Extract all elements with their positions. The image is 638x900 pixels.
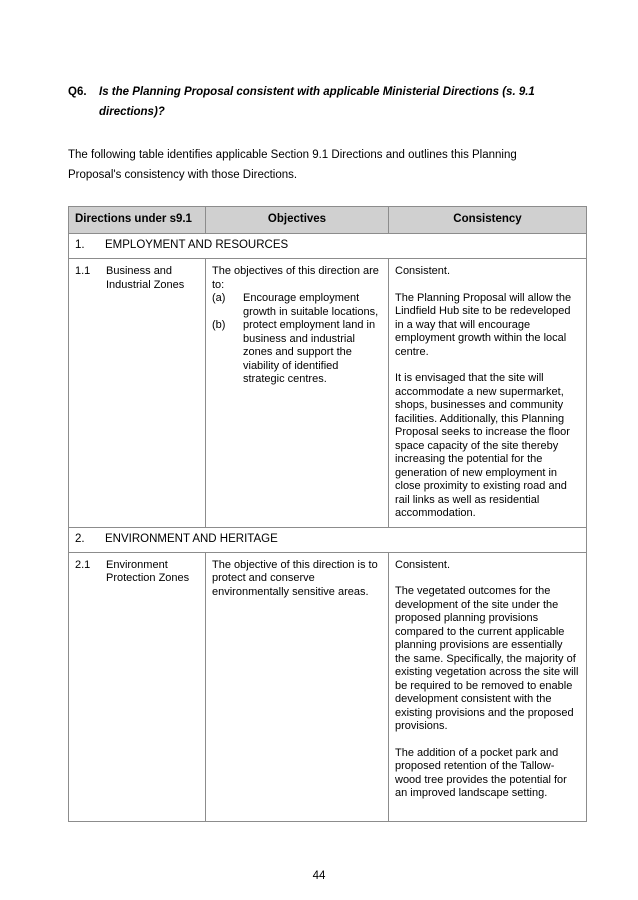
- header-consistency: Consistency: [389, 207, 587, 234]
- consistency-paragraph: It is envisaged that the site will accommodate a new supermarket, shops, businesses and community facilities. Additionally, this Planning Proposal seeks to increase the floor space capacity of the site thereby increasing the potential for the generation of new employment in close proximity to existing road and rail links as well as residential accommodation.: [395, 372, 570, 519]
- section-row: [69, 527, 587, 552]
- page-number: 44: [312, 870, 326, 882]
- objective-label: (a): [212, 292, 226, 304]
- objectives-cell: [206, 259, 388, 393]
- header-directions: Directions under s9.1: [69, 207, 206, 234]
- consistency-status: Consistent.: [395, 265, 451, 277]
- objective-item: [212, 292, 382, 319]
- question-number: Q6.: [68, 86, 87, 98]
- direction-name: Environment Protection Zones: [106, 558, 190, 584]
- question-text: Is the Planning Proposal consistent with applicable Ministerial Directions (s. 9.1 directions)?: [99, 86, 535, 118]
- section-number: 1.: [75, 239, 85, 252]
- objective-item: [212, 319, 382, 387]
- direction-name: Business and Industrial Zones: [106, 265, 185, 291]
- objectives-intro: The objectives of this direction are to:: [212, 265, 379, 291]
- section-row: [69, 234, 587, 259]
- consistency-paragraph: The vegetated outcomes for the development of the site under the proposed planning provisions compared to the current applicable planning provisions are essentially the same. Specifically, the majority of existing vegetation across the site will be required to be removed to enable development consistent with the existing provisions and the proposed provisions.: [395, 585, 579, 732]
- objective-label: (b): [212, 319, 226, 331]
- objectives-intro: The objective of this direction is to protect and conserve environmentally sensitive areas.: [212, 558, 378, 598]
- section-title: ENVIRONMENT AND HERITAGE: [105, 532, 278, 545]
- table-row: [69, 552, 587, 821]
- direction-number: 2.1: [75, 558, 91, 571]
- consistency-paragraph: The Planning Proposal will allow the Lindfield Hub site to be redeveloped in a way that will encourage employment growth within the local centre.: [395, 291, 572, 358]
- direction-cell: [69, 259, 205, 298]
- section-heading: [69, 527, 587, 552]
- section-title: EMPLOYMENT AND RESOURCES: [105, 239, 289, 252]
- table-header-row: [69, 207, 587, 234]
- objective-text: protect employment land in business and industrial zones and support the viability of identified strategic centres.: [243, 319, 376, 385]
- header-objectives: Objectives: [206, 207, 389, 234]
- section-number: 2.: [75, 532, 85, 545]
- direction-number: 1.1: [75, 265, 91, 277]
- question-heading: [68, 82, 568, 122]
- direction-cell: [69, 553, 205, 592]
- objectives-cell: [206, 553, 388, 606]
- consistency-status: Consistent.: [395, 558, 451, 571]
- consistency-paragraph: The addition of a pocket park and proposed retention of the Tallow-wood tree provides the potential for an improved landscape setting.: [395, 746, 567, 799]
- directions-table: [68, 206, 587, 822]
- table-row: [69, 259, 587, 528]
- consistency-cell: [389, 259, 586, 527]
- consistency-cell: [389, 553, 586, 807]
- section-heading: [69, 234, 587, 259]
- intro-paragraph: The following table identifies applicable Section 9.1 Directions and outlines this Planning Proposal's consistency with those Directions.: [68, 149, 517, 181]
- objective-text: Encourage employment growth in suitable locations,: [243, 292, 379, 318]
